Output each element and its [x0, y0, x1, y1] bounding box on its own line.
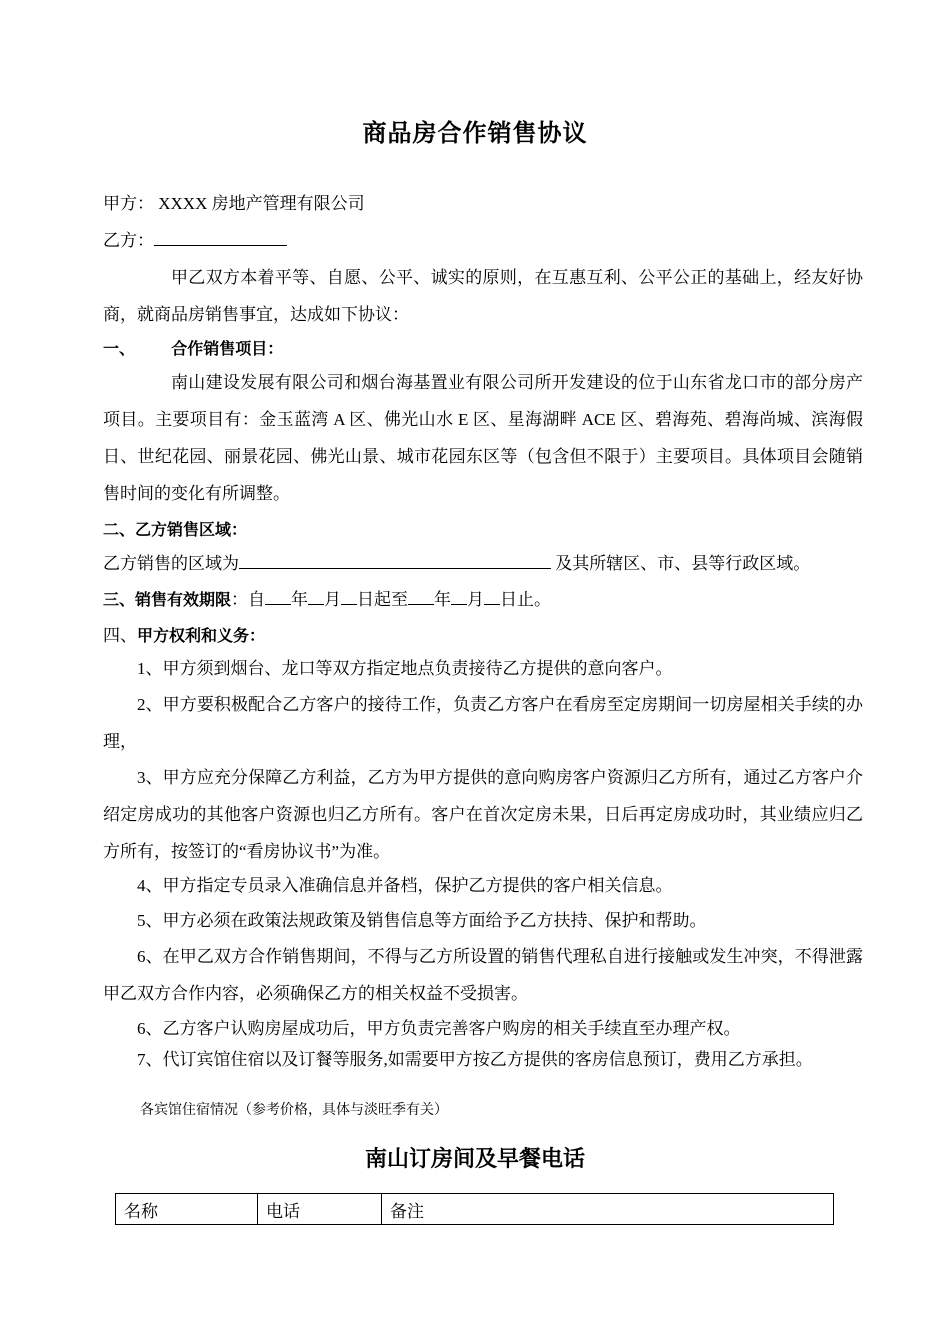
- section3-end-label: 日止。: [500, 590, 552, 609]
- section4-item: 2、甲方要积极配合乙方客户的接待工作，负责乙方客户在看房至定房期间一切房屋相关手续的办理，: [103, 695, 863, 751]
- hotel-note: 各宾馆住宿情况（参考价格，具体与淡旺季有关）: [140, 1103, 448, 1118]
- section4-item: 1、甲方须到烟台、龙口等双方指定地点负责接待乙方提供的意向客户。: [137, 659, 673, 678]
- end-month-blank[interactable]: [451, 584, 467, 605]
- section3-title: 三、销售有效期限: [103, 590, 232, 609]
- section4-item: 5、甲方必须在政策法规政策及销售信息等方面给予乙方扶持、保护和帮助。: [137, 911, 707, 930]
- intro-paragraph: 甲乙双方本着平等、自愿、公平、诚实的原则，在互惠互利、公平公正的基础上，经友好协商，就商品房销售事宜，达成如下协议：: [103, 268, 863, 324]
- section1-title: 合作销售项目：: [171, 339, 284, 358]
- section3-line: [103, 581, 863, 618]
- section1-body: 南山建设发展有限公司和烟台海基置业有限公司所开发建设的位于山东省龙口市的部分房产项目。主要项目有：金玉蓝湾 A 区、佛光山水 E 区、星海湖畔 ACE 区、碧海苑、碧海尚城、滨海假日、世纪花园、丽景花园、佛光山景、城市花园东区等（包含但不限于）主要项目。具体项目会随销售时间的变化有所调整。: [103, 373, 863, 503]
- section4-item: 7、代订宾馆住宿以及订餐等服务,如需要甲方按乙方提供的客房信息预订，费用乙方承担。: [137, 1050, 813, 1069]
- section2-suffix: 及其所辖区、市、县等行政区域。: [555, 554, 811, 573]
- section2-heading: [103, 511, 863, 548]
- section4-title: 甲方权利和义务：: [137, 626, 266, 645]
- party-a-line: [103, 185, 863, 222]
- section2-body: [103, 545, 863, 582]
- section4-heading: [103, 617, 863, 654]
- start-month-blank[interactable]: [308, 584, 324, 605]
- party-b-line: [103, 222, 863, 259]
- section4-item: 3、甲方应充分保障乙方利益，乙方为甲方提供的意向购房客户资源归乙方所有，通过乙方客户介绍定房成功的其他客户资源也归乙方所有。客户在首次定房未果，日后再定房成功时，其业绩应归乙方所有，按签订的“看房协议书”为准。: [103, 768, 863, 861]
- table-header-name: 名称: [116, 1194, 258, 1225]
- document-title: 商品房合作销售协议: [362, 119, 588, 147]
- party-b-blank[interactable]: [154, 225, 287, 246]
- section4-item: 6、在甲乙双方合作销售期间，不得与乙方所设置的销售代理私自进行接触或发生冲突，不得泄露甲乙双方合作内容，必须确保乙方的相关权益不受损害。: [103, 947, 863, 1003]
- section4-number: 四、: [103, 626, 137, 645]
- section3-end-month-label: 月: [467, 590, 485, 609]
- section3-month-label: 月: [324, 590, 342, 609]
- table-header-phone: 电话: [258, 1194, 382, 1225]
- section3-year-label: 年: [291, 590, 309, 609]
- start-day-blank[interactable]: [341, 584, 357, 605]
- section1-number: 一、: [103, 339, 136, 358]
- section3-from: 自: [248, 590, 266, 609]
- party-a-value: XXXX 房地产管理有限公司: [158, 194, 365, 213]
- start-year-blank[interactable]: [265, 584, 291, 605]
- section3-until: 日起至: [357, 590, 409, 609]
- table-header-row: [116, 1194, 834, 1225]
- section4-item: 4、甲方指定专员录入准确信息并备档，保护乙方提供的客户相关信息。: [137, 876, 673, 895]
- end-day-blank[interactable]: [484, 584, 500, 605]
- table-title: 南山订房间及早餐电话: [364, 1147, 585, 1172]
- sales-region-blank[interactable]: [239, 548, 551, 569]
- section1-heading: [103, 330, 863, 367]
- section4-item: 6、乙方客户认购房屋成功后，甲方负责完善客户购房的相关手续直至办理产权。: [137, 1019, 741, 1038]
- section2-prefix: 乙方销售的区域为: [103, 554, 239, 573]
- section2-title: 二、乙方销售区域：: [103, 520, 248, 539]
- table-header-remark: 备注: [382, 1194, 834, 1225]
- end-year-blank[interactable]: [408, 584, 434, 605]
- section3-end-year-label: 年: [434, 590, 452, 609]
- party-a-label: 甲方：: [103, 194, 154, 213]
- section3-colon: ：: [231, 590, 249, 609]
- party-b-label: 乙方：: [103, 231, 154, 250]
- hotel-table: [115, 1193, 834, 1225]
